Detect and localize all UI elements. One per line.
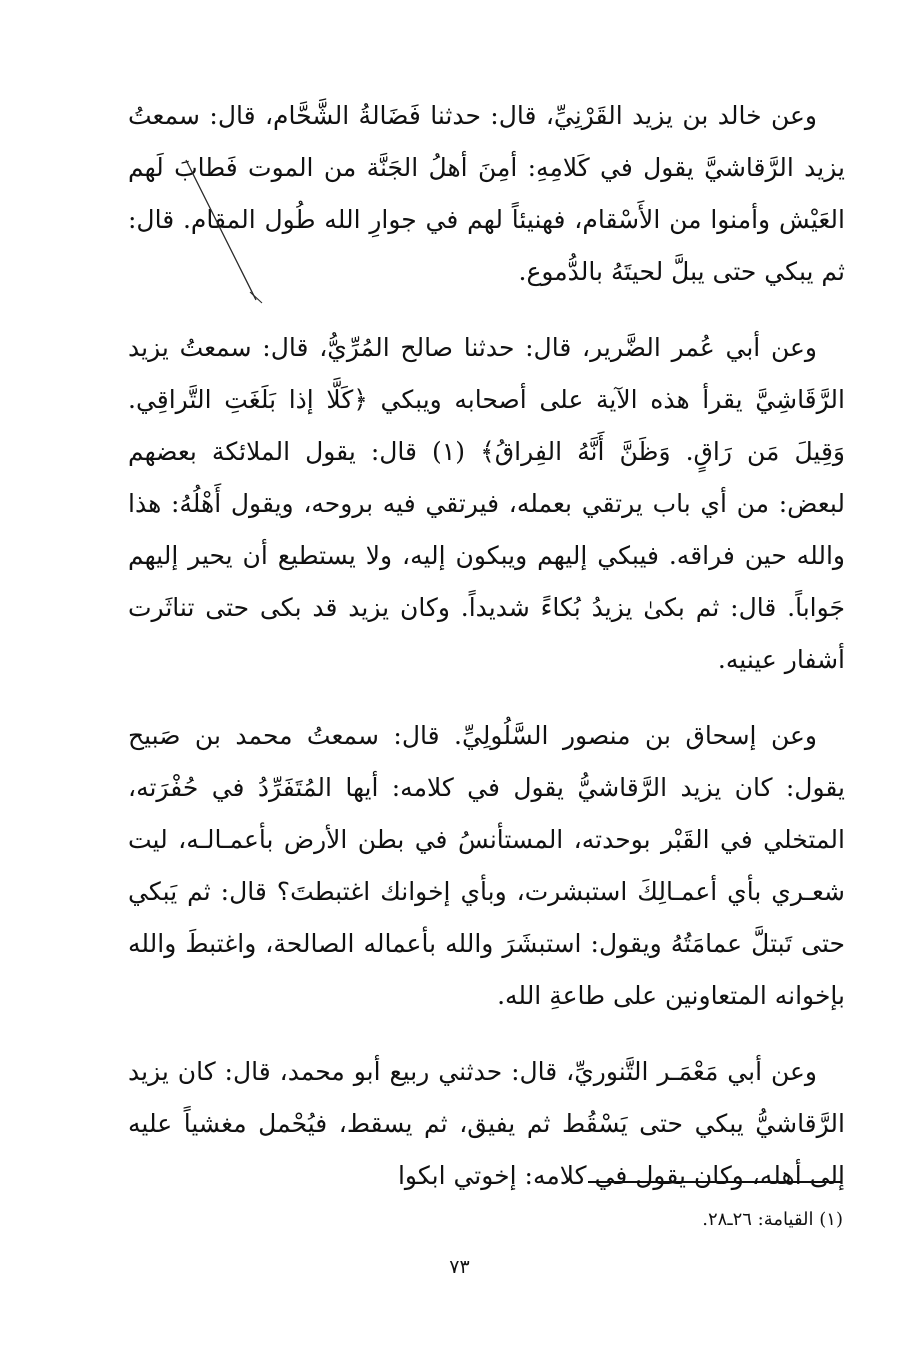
pen-mark [178, 160, 268, 310]
footnote: (١) القيامة: ٢٦ـ٢٨. [702, 1209, 843, 1230]
footnote-separator [588, 1181, 842, 1183]
page-number: ٧٣ [449, 1256, 470, 1278]
paragraph-4: وعن أبي مَعْمَـر التَّنوريِّ، قال: حدثني ربيع أبو محمد، قال: كان يزيد الرَّقاشيُّ يبكي حتى يَسْقُط ثم يفيق، ثم يسقط، فيُحْمل مغشياً عليه إلى أهله، وكان يقول في كلامه: إخوتي ابكوا [128, 1057, 845, 1190]
paragraph-2: وعن أبي عُمر الضَّرير، قال: حدثنا صالح المُرِّيُّ، قال: سمعتُ يزيد الرَّقَاشِيَّ يقرأ هذه الآية على أصحابه ويبكي ﴿كَلَّا إذا بَلَغَتِ التَّراقِي. وَقِيلَ مَن رَاقٍ. وَظَنَّ أَنَّهُ الفِراقُ﴾ (١) قال: يقول الملائكة بعضهم لبعض: من أي باب يرتقي بعمله، فيرتقي فيه بروحه، ويقول أَهْلُهُ: هذا والله حين فراقه. فيبكي إليهم ويبكون إليه، ولا يستطيع أن يحير إليهم جَواباً. قال: ثم بكىٰ يزيدُ بُكاءً شديداً. وكان يزيد قد بكى حتى تناثَرت أشفار عينيه. [128, 333, 845, 674]
paragraph-1: وعن خالد بن يزيد القَرْنِيِّ، قال: حدثنا فَضَالةُ الشَّحَّام، قال: سمعتُ يزيد الرَّقاشيَّ يقول في كَلامِهِ: أمِنَ أهلُ الجَنَّة من الموت فَطابَ لَهم العَيْش وأمنوا من الأَسْقام، فهنيئاً لهم في جوارِ الله طُول المقام. قال: ثم يبكي حتى يبلَّ لحيتَهُ بالدُّموع. [128, 101, 845, 286]
paragraph-3: وعن إسحاق بن منصور السَّلُولِيِّ. قال: سمعتُ محمد بن صَبيح يقول: كان يزيد الرَّقاشيُّ يقول في كلامه: أيها المُتَفَرِّدُ في حُفْرَته، المتخلي في القَبْر بوحدته، المستأنسُ في بطن الأرض بأعمـالـه، ليت شعـري بأي أعمـالِكَ استبشرت، وبأي إخوانك اغتبطتَ؟ قال: ثم يَبكي حتى تَبتلَّ عمامَتُهُ ويقول: استبشَرَ والله بأعماله الصالحة، واغتبطَ والله بإخوانه المتعاونين على طاعةِ الله. [128, 721, 845, 1010]
